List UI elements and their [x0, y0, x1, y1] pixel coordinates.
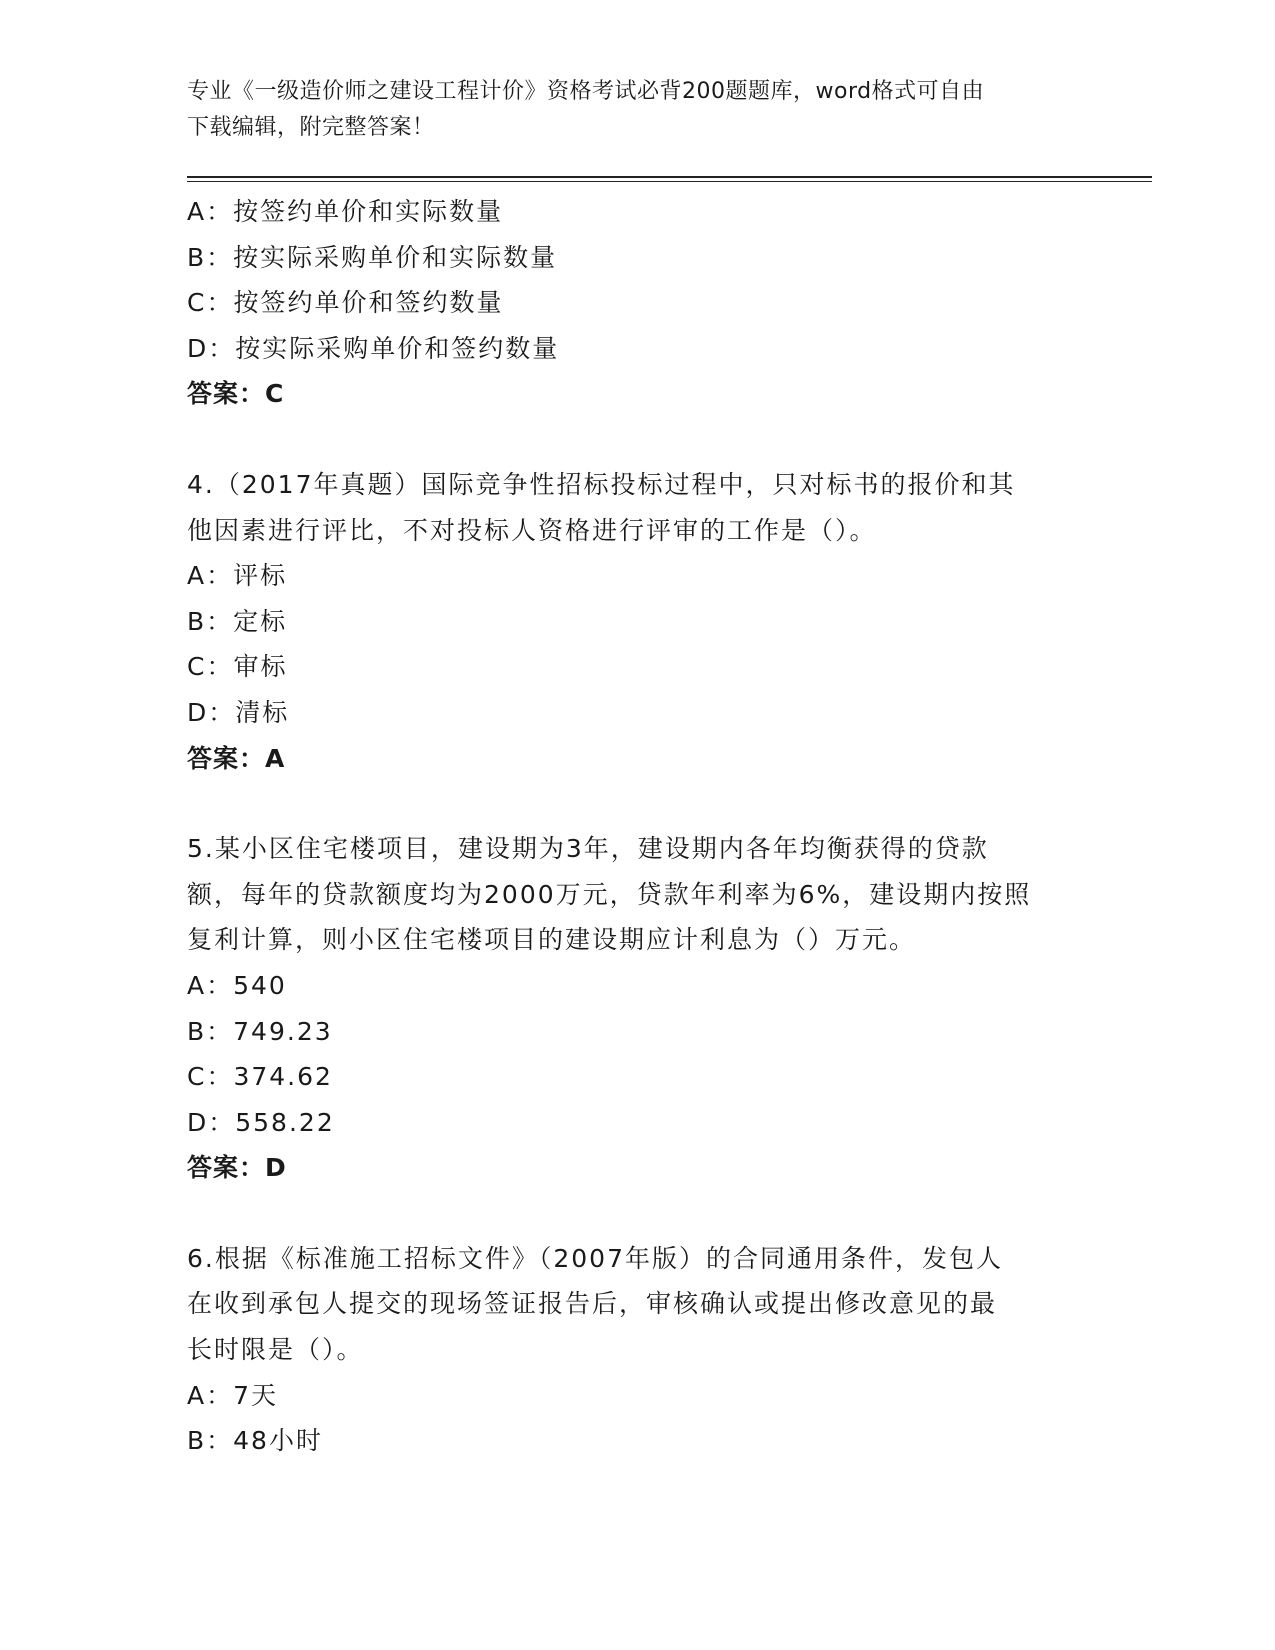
option-d: D：558.22	[187, 1107, 335, 1137]
header-line-2: 下载编辑，附完整答案！	[187, 115, 435, 140]
spacer	[187, 1191, 1087, 1236]
answer: 答案：A	[187, 743, 286, 773]
option-b: B：48小时	[187, 1426, 323, 1456]
question-3	[187, 189, 1087, 417]
stem-line: 5.某小区住宅楼项目，建设期为3年，建设期内各年均衡获得的贷款	[187, 834, 989, 864]
header-rule-thick	[187, 176, 1152, 178]
answer: 答案：D	[187, 1153, 287, 1183]
option-c: C：按签约单价和签约数量	[187, 288, 504, 318]
header-line-1: 专业《一级造价师之建设工程计价》资格考试必背200题题库，word格式可自由	[187, 79, 985, 104]
question-4	[187, 462, 1087, 781]
question-stem	[187, 462, 1067, 553]
question-6	[187, 1236, 1087, 1464]
option-d: D：清标	[187, 697, 290, 727]
option-d: D：按实际采购单价和签约数量	[187, 333, 560, 363]
spacer	[187, 781, 1087, 826]
stem-line: 他因素进行评比，不对投标人资格进行评审的工作是（）。	[187, 515, 877, 545]
option-a: A：按签约单价和实际数量	[187, 197, 504, 226]
question-stem	[187, 1236, 1067, 1373]
stem-line: 长时限是（）。	[187, 1335, 364, 1365]
document-header	[187, 74, 1067, 146]
document-body	[187, 189, 1087, 1464]
question-5	[187, 826, 1087, 1191]
header-rule-thin	[187, 181, 1152, 182]
option-c: C：374.62	[187, 1062, 333, 1092]
option-b: B：749.23	[187, 1016, 333, 1046]
option-c: C：审标	[187, 652, 288, 682]
stem-line: 4.（2017年真题）国际竞争性招标投标过程中，只对标书的报价和其	[187, 469, 1016, 499]
option-a: A：540	[187, 970, 287, 1000]
stem-line: 额，每年的贷款额度均为2000万元，贷款年利率为6%，建设期内按照	[187, 879, 1032, 909]
spacer	[187, 417, 1087, 462]
option-a: A：7天	[187, 1380, 279, 1410]
option-b: B：定标	[187, 606, 288, 636]
stem-line: 复利计算，则小区住宅楼项目的建设期应计利息为（）万元。	[187, 925, 917, 955]
question-stem	[187, 826, 1067, 963]
stem-line: 6.根据《标准施工招标文件》（2007年版）的合同通用条件，发包人	[187, 1243, 1003, 1273]
stem-line: 在收到承包人提交的现场签证报告后，审核确认或提出修改意见的最	[187, 1289, 998, 1319]
option-a: A：评标	[187, 561, 288, 591]
option-b: B：按实际采购单价和实际数量	[187, 242, 558, 272]
answer: 答案：C	[187, 379, 285, 409]
